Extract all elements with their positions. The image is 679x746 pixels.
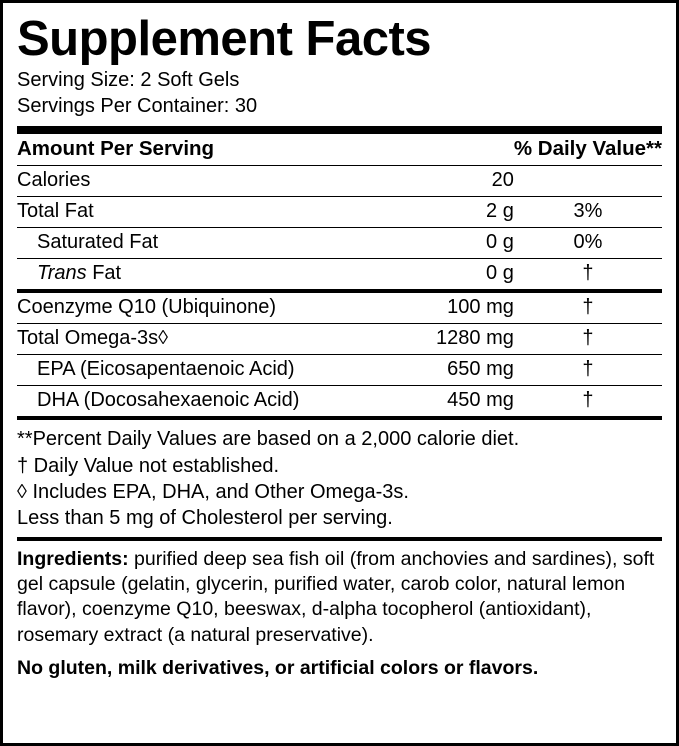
table-header-row: [17, 134, 662, 166]
row-amount-calories: 20: [364, 166, 514, 197]
row-dv-trans-fat: †: [514, 259, 662, 292]
row-label-saturated-fat: Saturated Fat: [17, 228, 364, 259]
row-label-dha: DHA (Docosahexaenoic Acid): [37, 389, 300, 412]
row-dv-calories: [514, 166, 662, 197]
row-amount-total-fat: 2 g: [364, 197, 514, 228]
ingredients-label: Ingredients:: [17, 547, 129, 570]
row-dv-epa: †: [514, 355, 662, 386]
trans-rest: Fat: [86, 262, 122, 285]
row-label-coq10: Coenzyme Q10 (Ubiquinone): [17, 291, 364, 324]
row-amount-saturated-fat: 0 g: [364, 228, 514, 259]
footnotes: [17, 420, 662, 537]
ingredients-paragraph: [17, 541, 662, 650]
ingredients-text: purified deep sea fish oil (from anchovies and sardines), soft gel capsule (gelatin, glycerin, purified water, carob color, natural lemon flavor), coenzyme Q10, beeswax, d-alpha tocopherol (antioxidant), rosemary extract (a natural preservative).: [17, 547, 655, 646]
row-amount-dha: 450 mg: [447, 389, 514, 412]
row-dv-total-omega-3s: †: [514, 324, 662, 355]
amount-per-serving-header: Amount Per Serving: [17, 134, 364, 166]
allergen-statement: No gluten, milk derivatives, or artificial colors or flavors.: [17, 657, 539, 680]
row-dv-saturated-fat: 0%: [514, 228, 662, 259]
table-row: [17, 197, 662, 228]
nutrition-table: [17, 134, 662, 416]
table-row: [17, 386, 662, 417]
serving-size: Serving Size: 2 Soft Gels: [17, 69, 240, 91]
footnote-dagger: † Daily Value not established.: [17, 454, 280, 477]
table-row: [17, 291, 662, 324]
row-dv-dha: †: [582, 389, 594, 412]
divider-thick-top: [17, 126, 662, 134]
row-label-trans-fat: [17, 259, 364, 292]
footnote-cholesterol: Less than 5 mg of Cholesterol per serving.: [17, 507, 393, 530]
row-label-calories: Calories: [17, 166, 364, 197]
daily-value-header: % Daily Value**: [514, 134, 662, 166]
row-label-epa: EPA (Eicosapentaenoic Acid): [17, 355, 364, 386]
row-amount-coq10: 100 mg: [364, 291, 514, 324]
table-row: [17, 259, 662, 292]
footnote-daily-values: **Percent Daily Values are based on a 2,000 calorie diet.: [17, 428, 520, 451]
page-title: Supplement Facts: [17, 12, 432, 66]
header-spacer: [364, 134, 514, 166]
row-amount-trans-fat: 0 g: [364, 259, 514, 292]
servings-per-container: Servings Per Container: 30: [17, 94, 258, 117]
row-amount-total-omega-3s: 1280 mg: [364, 324, 514, 355]
table-row: [17, 324, 662, 355]
table-row: [17, 228, 662, 259]
trans-italic: Trans: [37, 262, 87, 285]
row-amount-epa: 650 mg: [364, 355, 514, 386]
table-row: [17, 355, 662, 386]
row-dv-coq10: †: [514, 291, 662, 324]
footnote-lozenge: ◊ Includes EPA, DHA, and Other Omega-3s.: [17, 480, 409, 503]
table-row: [17, 166, 662, 197]
row-label-total-omega-3s: Total Omega-3s◊: [17, 324, 364, 355]
row-dv-total-fat: 3%: [514, 197, 662, 228]
row-label-total-fat: Total Fat: [17, 197, 364, 228]
